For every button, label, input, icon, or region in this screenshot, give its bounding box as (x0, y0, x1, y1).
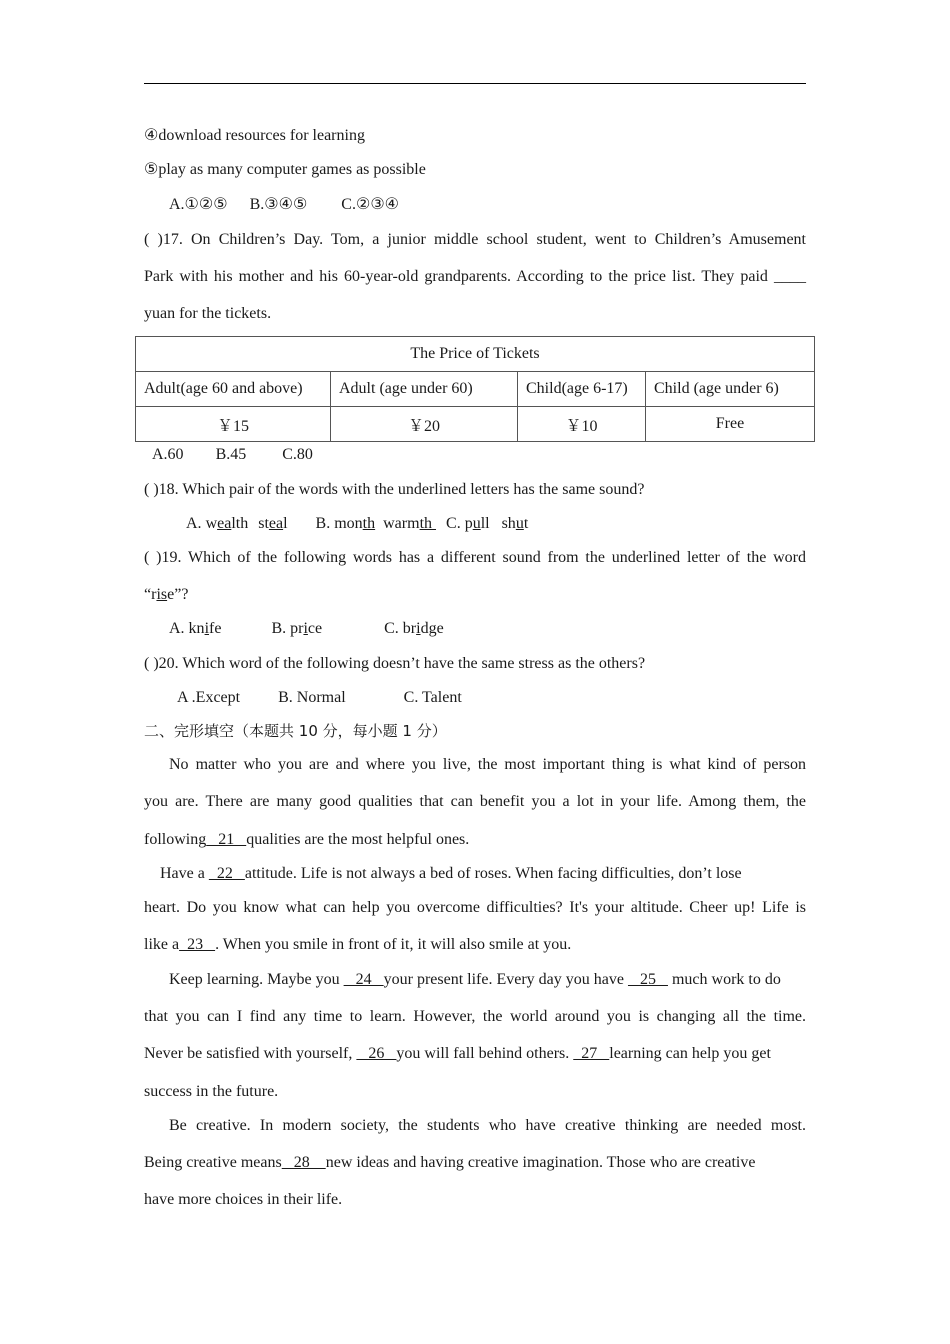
choice-a: A.①②⑤ (169, 196, 228, 213)
word-part: B. pr (271, 620, 304, 637)
q17-stem-line3: yuan for the tickets. (144, 305, 272, 322)
underlined-letters: ea (217, 515, 232, 532)
word-part: C. br (384, 620, 417, 637)
underlined-letters: ea (268, 515, 284, 532)
choice-a-label: A. (186, 515, 206, 532)
section-heading: 二、完形填空（本题共 10 分，每小题 1 分） (144, 722, 447, 740)
choice-a: A .Except (177, 689, 241, 706)
word-part: sh (501, 515, 516, 532)
underlined-letters: th (362, 515, 376, 532)
table-title-row (136, 337, 815, 372)
passage-p4-line2 (144, 1153, 806, 1173)
word-part: p (464, 515, 473, 532)
word-part: l (283, 515, 288, 532)
table-header-cell: Child(age 6-17) (518, 372, 646, 407)
passage-p4-line3: have more choices in their life. (144, 1191, 343, 1208)
table-header-cell: Adult(age 60 and above) (136, 372, 331, 407)
word-part: A. kn (169, 620, 205, 637)
word-part: t (523, 515, 529, 532)
text-part: . When you smile in front of it, it will also smile at you. (215, 936, 572, 953)
text-part (169, 970, 781, 990)
blank-27: 27 (573, 1045, 610, 1062)
choice-b: B.45 (215, 446, 247, 463)
choice-c: C.80 (282, 446, 313, 463)
word-part: st (258, 515, 269, 532)
passage-p3-line3 (144, 1044, 806, 1064)
blank-22: 22 (208, 865, 245, 882)
word-part: fe (209, 620, 222, 637)
blank-26: 26 (356, 1045, 397, 1062)
blank-24: 24 (343, 971, 384, 988)
text-part: your present life. Every day you have (383, 971, 628, 988)
q18-choices (186, 514, 848, 534)
ticket-price-table (135, 336, 815, 442)
table-header-cell: Child (age under 6) (646, 372, 815, 407)
text-part (144, 1045, 771, 1062)
word-part: lth (231, 515, 249, 532)
table-header-row (136, 372, 815, 407)
passage-p1-line1: No matter who you are and where you live, the most important thing is what kind of person (169, 756, 806, 773)
underlined-letters: u (515, 515, 524, 532)
word-part: mon (334, 515, 363, 532)
passage-p1-line3 (144, 830, 806, 850)
text-part: you will fall behind others. (396, 1045, 574, 1062)
passage-p3-line2: that you can I find any time to learn. However, the world around you is changing all the time. (144, 1008, 806, 1025)
text-part: qualities are the most helpful ones. (246, 831, 470, 848)
underlined-letters: i (303, 620, 308, 637)
blank-25: 25 (627, 971, 668, 988)
choice-b: B. Normal (278, 689, 346, 706)
passage-p3-line1 (169, 970, 806, 990)
underlined-letters: u (472, 515, 481, 532)
choice-b-label: B. (315, 515, 335, 532)
passage-p1-line2: you are. There are many good qualities that can benefit you a lot in your life. Among them, the (144, 793, 806, 810)
passage-p2-line2: heart. Do you know what can help you overcome difficulties? It's your altitude. Cheer up! Life is (144, 899, 806, 916)
text-part: Never be satisfied with yourself, (144, 1045, 357, 1062)
passage-p2-line3 (144, 935, 806, 955)
text-part: following (144, 831, 207, 848)
option-item-4: ④download resources for learning (144, 127, 365, 144)
text-part: like a (144, 936, 180, 953)
passage-p4-line1: Be creative. In modern society, the students who have creative thinking are needed most. (169, 1117, 806, 1134)
word-part: warm (383, 515, 420, 532)
text-part: learning can help you get (609, 1045, 771, 1062)
prev-choices (169, 195, 831, 215)
text-part: Have a (160, 865, 209, 882)
text-part (144, 1154, 755, 1171)
table-title: The Price of Tickets (136, 337, 815, 372)
choice-c: C.②③④ (341, 196, 399, 213)
word-part: dge (420, 620, 444, 637)
table-price-row (136, 407, 815, 442)
underlined-letters: th (419, 515, 437, 532)
word-part: ce (307, 620, 323, 637)
blank-21: 21 (206, 831, 247, 848)
text-part: Being creative means (144, 1154, 282, 1171)
text-part: attitude. Life is not always a bed of roses. When facing difficulties, don’t lose (244, 865, 742, 882)
word-part: “r (144, 586, 157, 603)
table-price-cell: Free (646, 407, 815, 442)
underlined-letters: i (204, 620, 210, 637)
text-part: Keep learning. Maybe you (169, 971, 344, 988)
q18-stem: ( )18. Which pair of the words with the underlined letters has the same sound? (144, 481, 645, 498)
choice-c: C. Talent (403, 689, 462, 706)
q19-stem-line2 (144, 585, 806, 605)
choice-a: A.60 (152, 446, 184, 463)
word-part: e”? (167, 586, 189, 603)
q20-choices (177, 688, 839, 708)
choice-b: B.③④⑤ (249, 196, 308, 213)
option-item-5: ⑤play as many computer games as possible (144, 161, 426, 178)
underlined-letters: i (416, 620, 421, 637)
word-part: w (205, 515, 218, 532)
q19-choices (169, 619, 831, 639)
table-price-cell: ￥15 (136, 407, 331, 442)
table-price-cell: ￥10 (518, 407, 646, 442)
header-rule (144, 83, 806, 84)
underlined-letters: is (156, 586, 168, 603)
text-part: much work to do (667, 971, 781, 988)
passage-p2-line1 (160, 864, 822, 884)
q17-stem-line1: ( )17. On Children’s Day. Tom, a junior middle school student, went to Children’s Amusement (144, 231, 806, 248)
text-part: new ideas and having creative imagination. Those who are creative (325, 1154, 756, 1171)
blank-23: 23 (179, 936, 216, 953)
blank-28: 28 (281, 1154, 326, 1171)
q19-stem-line1: ( )19. Which of the following words has a different sound from the underlined letter of the word (144, 549, 806, 566)
table-price-cell: ￥20 (331, 407, 518, 442)
q17-choices (152, 445, 814, 465)
choice-c-label: C. (446, 515, 465, 532)
passage-p3-line4: success in the future. (144, 1083, 279, 1100)
word-part: ll (480, 515, 490, 532)
q17-stem-line2: Park with his mother and his 60-year-old grandparents. According to the price list. They paid ____ (144, 268, 806, 285)
q20-stem: ( )20. Which word of the following doesn’t have the same stress as the others? (144, 655, 646, 672)
table-header-cell: Adult (age under 60) (331, 372, 518, 407)
